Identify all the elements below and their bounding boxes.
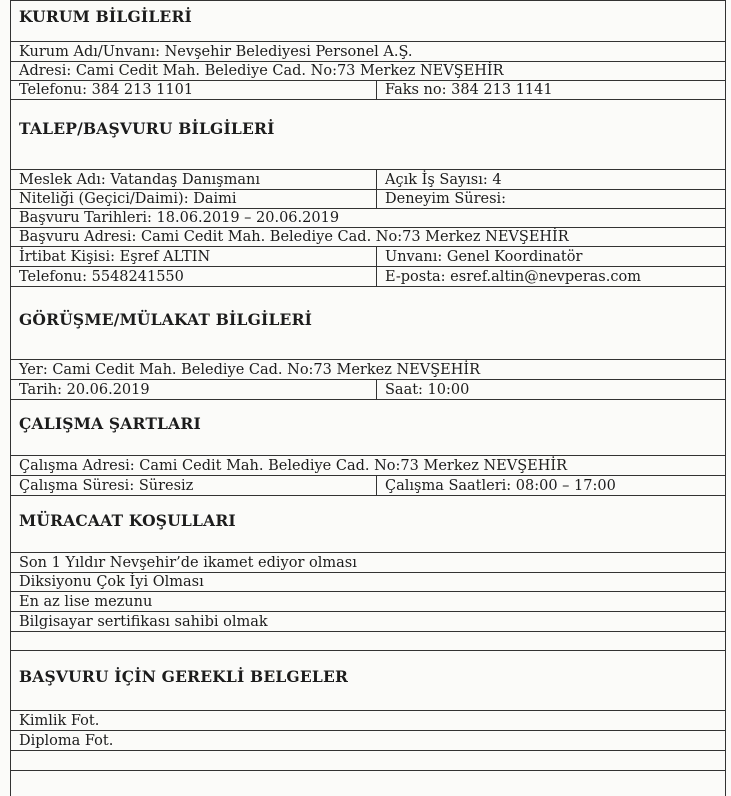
calisma-saatleri: Çalışma Saatleri: 08:00 – 17:00 [385, 478, 616, 494]
talep-eposta: E-posta: esref.altin@nevperas.com [385, 269, 641, 285]
section-belgeler-header [11, 651, 725, 711]
section-title: BAŞVURU İÇİN GEREKLİ BELGELER [19, 667, 349, 686]
calisma-adres-row [11, 456, 725, 476]
basvuru-tarihleri: Başvuru Tarihleri: 18.06.2019 – 20.06.2019 [19, 210, 340, 226]
muracaat-item [11, 592, 725, 612]
section-muracaat-header [11, 496, 725, 553]
muracaat-empty-row [11, 632, 725, 651]
muracaat-item [11, 573, 725, 592]
muracaat-item-text: Son 1 Yıldır Nevşehir’de ikamet ediyor olması [19, 555, 357, 571]
deneyim-suresi: Deneyim Süresi: [385, 191, 507, 207]
muracaat-item [11, 612, 725, 632]
irtibat-kisisi: İrtibat Kişisi: Eşref ALTIN [19, 249, 211, 265]
irtibat-unvani: Unvanı: Genel Koordinatör [385, 249, 583, 265]
kurum-faks: Faks no: 384 213 1141 [385, 82, 553, 98]
gorusme-yer: Yer: Cami Cedit Mah. Belediye Cad. No:73 Merkez NEVŞEHİR [19, 362, 481, 378]
section-title: KURUM BİLGİLERİ [19, 7, 192, 26]
calisma-adresi: Çalışma Adresi: Cami Cedit Mah. Belediye Cad. No:73 Merkez NEVŞEHİR [19, 458, 567, 474]
section-title: MÜRACAAT KOŞULLARI [19, 510, 236, 530]
belge-empty-row [11, 751, 725, 771]
talep-adres-row [11, 228, 725, 247]
kurum-ad-row [11, 42, 725, 62]
muracaat-item-text: En az lise mezunu [19, 594, 153, 610]
acik-is-sayisi: Açık İş Sayısı: 4 [385, 172, 502, 188]
kurum-adres-row [11, 62, 725, 81]
meslek-adi: Meslek Adı: Vatandaş Danışmanı [19, 172, 260, 188]
job-posting-form [10, 0, 726, 796]
talep-tarihler-row [11, 209, 725, 228]
talep-irtibat-row [11, 247, 725, 267]
belge-item [11, 711, 725, 731]
talep-nitelik-row [11, 190, 725, 209]
talep-telefon: Telefonu: 5548241550 [19, 269, 184, 285]
gorusme-tarih: Tarih: 20.06.2019 [19, 382, 150, 398]
section-gorusme-header [11, 287, 725, 360]
talep-meslek-row [11, 170, 725, 190]
muracaat-item-text: Diksiyonu Çok İyi Olması [19, 574, 204, 590]
section-kurum-header [11, 0, 725, 42]
belge-item-text: Diploma Fot. [19, 733, 114, 749]
kurum-telefon: Telefonu: 384 213 1101 [19, 82, 194, 98]
calisma-sure-row [11, 476, 725, 496]
kurum-iletisim-row [11, 81, 725, 100]
calisma-suresi: Çalışma Süresi: Süresiz [19, 478, 194, 494]
section-title: GÖRÜŞME/MÜLAKAT BİLGİLERİ [19, 309, 313, 329]
muracaat-item [11, 553, 725, 573]
section-title: TALEP/BAŞVURU BİLGİLERİ [19, 119, 275, 138]
nitelik: Niteliği (Geçici/Daimi): Daimi [19, 191, 237, 207]
gorusme-zaman-row [11, 380, 725, 400]
basvuru-adresi: Başvuru Adresi: Cami Cedit Mah. Belediye Cad. No:73 Merkez NEVŞEHİR [19, 229, 569, 245]
gorusme-yer-row [11, 360, 725, 380]
gorusme-saat: Saat: 10:00 [385, 382, 470, 398]
talep-iletisim-row [11, 267, 725, 287]
kurum-adres: Adresi: Cami Cedit Mah. Belediye Cad. No:73 Merkez NEVŞEHİR [19, 63, 504, 79]
belge-item [11, 731, 725, 751]
section-talep-header [11, 100, 725, 170]
belge-item-text: Kimlik Fot. [19, 713, 100, 729]
section-title: ÇALIŞMA ŞARTLARI [19, 414, 201, 433]
muracaat-item-text: Bilgisayar sertifikası sahibi olmak [19, 614, 268, 630]
kurum-ad: Kurum Adı/Unvanı: Nevşehir Belediyesi Personel A.Ş. [19, 44, 413, 60]
section-calisma-header [11, 400, 725, 456]
